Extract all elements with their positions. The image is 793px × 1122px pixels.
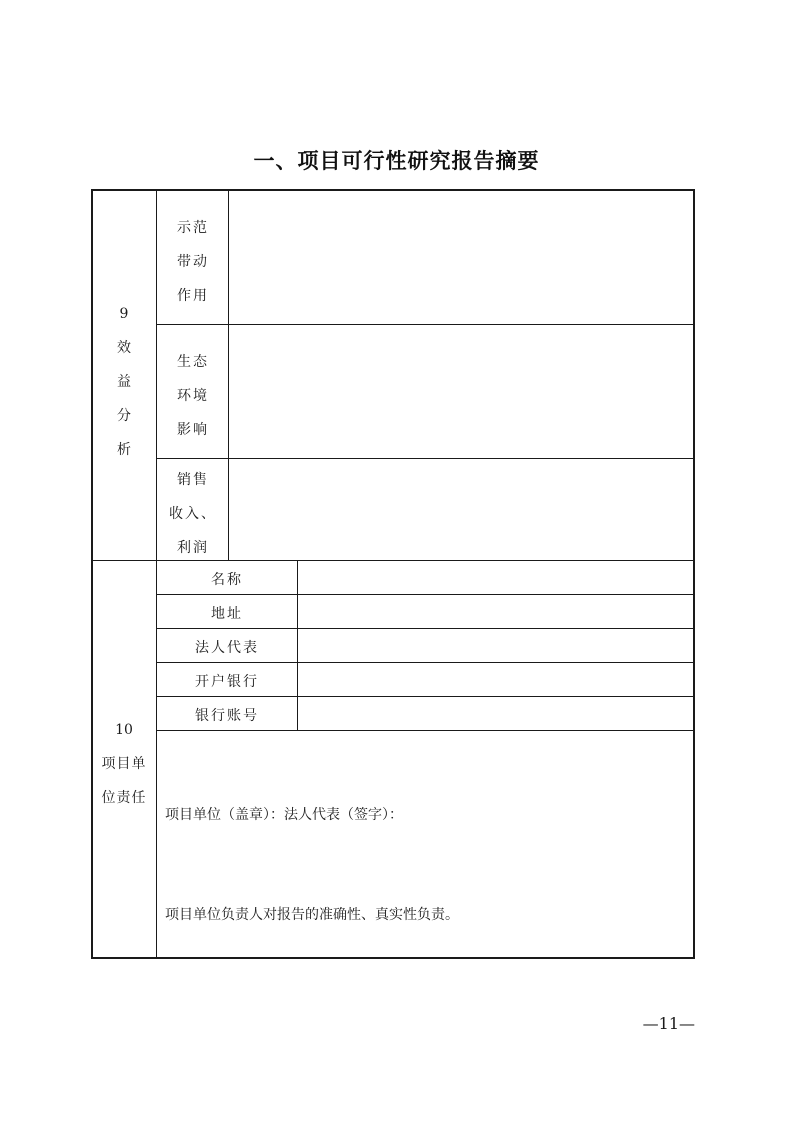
label-line: 环境 xyxy=(177,388,209,404)
seal-signature-line: 项目单位（盖章）：法人代表（签字）： xyxy=(165,807,403,823)
label-line: 作用 xyxy=(177,288,209,304)
table-border-right xyxy=(693,189,695,959)
section10-row-label-name: 名称 xyxy=(211,572,243,588)
section9-row-label-ecology xyxy=(158,345,228,447)
section10-label-line: 位责任 xyxy=(101,790,147,806)
section10-row-label-address: 地址 xyxy=(211,606,243,622)
section9-heading xyxy=(91,297,157,467)
section9-row-label-demo xyxy=(158,211,228,313)
section10-row-label-account: 银行账号 xyxy=(195,708,259,724)
section10-value-name[interactable] xyxy=(300,569,690,591)
section9-label-char: 分 xyxy=(117,408,131,424)
label-line: 利润 xyxy=(177,540,209,556)
section9-label-divider xyxy=(228,189,229,560)
section9-row-divider-1 xyxy=(156,324,694,325)
section10-value-legal-rep[interactable] xyxy=(300,637,690,659)
section10-row-label-legal-rep: 法人代表 xyxy=(195,640,259,656)
section10-label-line: 项目单 xyxy=(101,756,147,772)
section10-row-divider-4 xyxy=(156,696,694,697)
label-line: 收入、 xyxy=(169,506,217,522)
section9-row-label-sales xyxy=(158,463,228,565)
section9-demo-input-area[interactable] xyxy=(230,191,692,323)
section10-number: 10 xyxy=(115,722,133,738)
label-line: 示范 xyxy=(177,220,209,236)
section10-value-bank[interactable] xyxy=(300,671,690,693)
section10-label-divider xyxy=(297,560,298,731)
section10-row-divider-5 xyxy=(156,730,694,731)
section9-ecology-input-area[interactable] xyxy=(230,326,692,457)
page-title: 一、项目可行性研究报告摘要 xyxy=(253,149,540,173)
section9-number: 9 xyxy=(119,306,129,322)
section10-row-divider-2 xyxy=(156,628,694,629)
table-border-bottom xyxy=(91,957,695,959)
section9-label-char: 析 xyxy=(117,442,131,458)
section10-row-divider-3 xyxy=(156,662,694,663)
label-line: 影响 xyxy=(177,422,209,438)
label-line: 销售 xyxy=(177,472,209,488)
section9-sales-input-area[interactable] xyxy=(230,460,692,559)
section10-value-account[interactable] xyxy=(300,705,690,727)
label-line: 生态 xyxy=(177,354,209,370)
section10-heading xyxy=(91,713,157,815)
section10-row-label-bank: 开户银行 xyxy=(195,674,259,690)
section9-label-char: 益 xyxy=(117,374,131,390)
label-line: 带动 xyxy=(177,254,209,270)
section10-row-divider-1 xyxy=(156,594,694,595)
page-number: —11— xyxy=(642,1014,695,1033)
section9-row-divider-2 xyxy=(156,458,694,459)
section9-label-char: 效 xyxy=(117,340,131,356)
responsibility-statement: 项目单位负责人对报告的准确性、真实性负责。 xyxy=(165,907,459,923)
section10-value-address[interactable] xyxy=(300,603,690,625)
